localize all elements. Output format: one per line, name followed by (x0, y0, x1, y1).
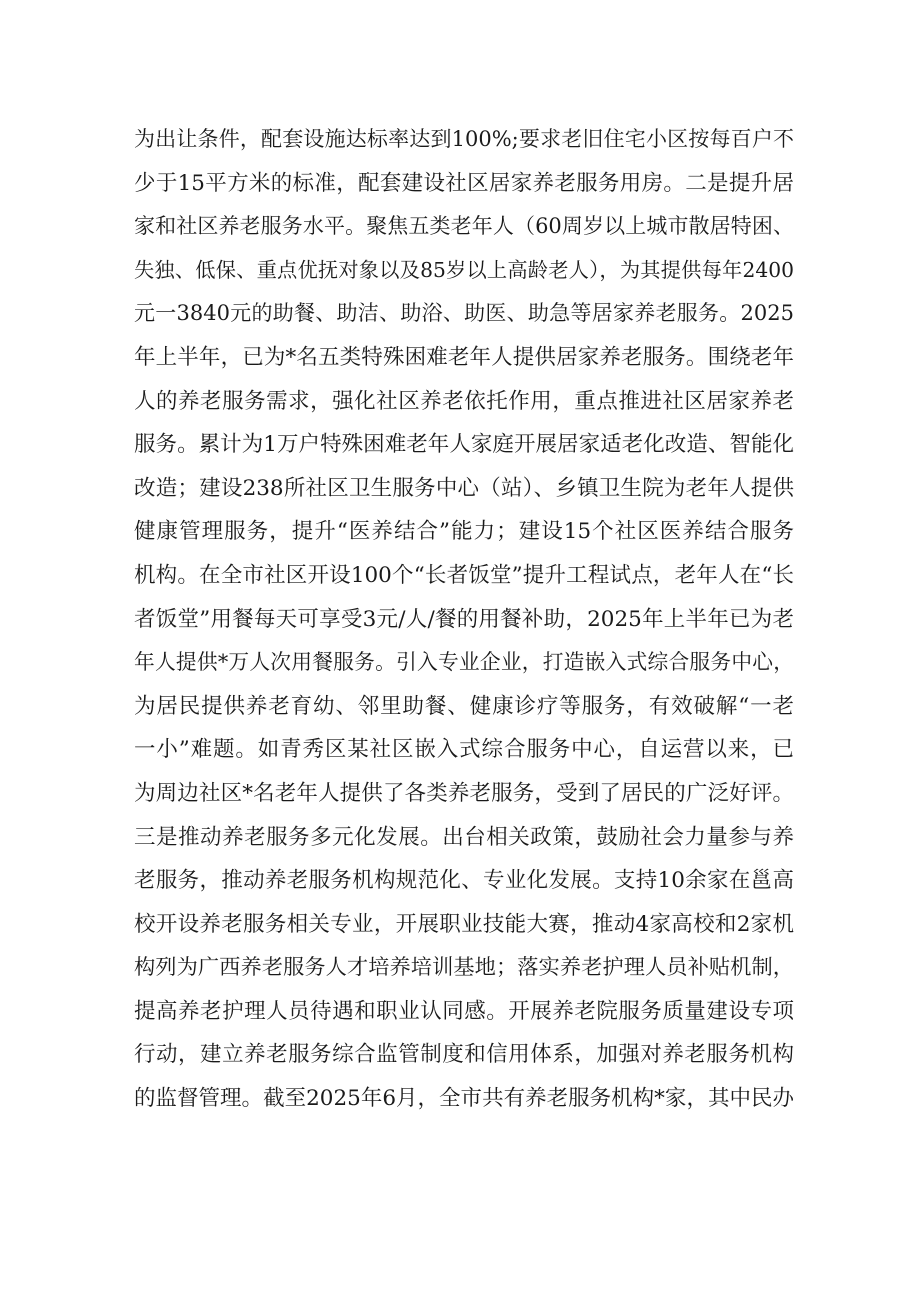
text-line: 年上半年，已为*名五类特殊困难老年人提供居家养老服务。围绕老年 (134, 344, 794, 370)
text-line: 三是推动养老服务多元化发展。出台相关政策，鼓励社会力量参与养 (134, 824, 794, 850)
text-line: 家和社区养老服务水平。聚焦五类老年人（60周岁以上城市散居特困、 (134, 214, 794, 239)
text-line: 失独、低保、重点优抚对象以及85岁以上高龄老人），为其提供每年2400 (134, 257, 794, 282)
text-line: 者饭堂”用餐每天可享受3元/人/餐的用餐补助，2025年上半年已为老 (134, 606, 794, 632)
text-line: 的监督管理。截至2025年6月，全市共有养老服务机构*家，其中民办 (134, 1086, 794, 1112)
text-line: 元一3840元的助餐、助洁、助浴、助医、助急等居家养老服务。2025 (134, 301, 794, 326)
text-line: 校开设养老服务相关专业，开展职业技能大赛，推动4家高校和2家机 (134, 911, 794, 937)
text-line: 构列为广西养老服务人才培养培训基地；落实养老护理人员补贴机制， (134, 955, 794, 981)
text-line: 为出让条件，配套设施达标率达到100%;要求老旧住宅小区按每百户不 (134, 127, 794, 151)
text-line: 机构。在全市社区开设100个“长者饭堂”提升工程试点，老年人在“长 (134, 562, 794, 588)
text-line: 年人提供*万人次用餐服务。引入专业企业，打造嵌入式综合服务中心， (134, 650, 794, 675)
text-line: 人的养老服务需求，强化社区养老依托作用，重点推进社区居家养老 (134, 388, 794, 414)
body-paragraph (134, 118, 794, 1121)
text-line: 少于15平方米的标准，配套建设社区居家养老服务用房。二是提升居 (134, 170, 794, 196)
text-line: 改造；建设238所社区卫生服务中心（站）、乡镇卫生院为老年人提供 (134, 475, 794, 501)
text-line: 为周边社区*名老年人提供了各类养老服务，受到了居民的广泛好评。 (134, 780, 794, 806)
text-line: 提高养老护理人员待遇和职业认同感。开展养老院服务质量建设专项 (134, 998, 794, 1024)
text-line: 为居民提供养老育幼、邻里助餐、健康诊疗等服务，有效破解“一老 (134, 693, 794, 719)
text-line: 一小”难题。如青秀区某社区嵌入式综合服务中心，自运营以来，已 (134, 737, 794, 763)
text-line: 健康管理服务，提升“医养结合”能力；建设15个社区医养结合服务 (134, 519, 794, 545)
text-line: 行动，建立养老服务综合监管制度和信用体系，加强对养老服务机构 (134, 1042, 794, 1068)
text-line: 老服务，推动养老服务机构规范化、专业化发展。支持10余家在邕高 (134, 868, 794, 894)
text-line: 服务。累计为1万户特殊困难老年人家庭开展居家适老化改造、智能化 (134, 432, 794, 458)
